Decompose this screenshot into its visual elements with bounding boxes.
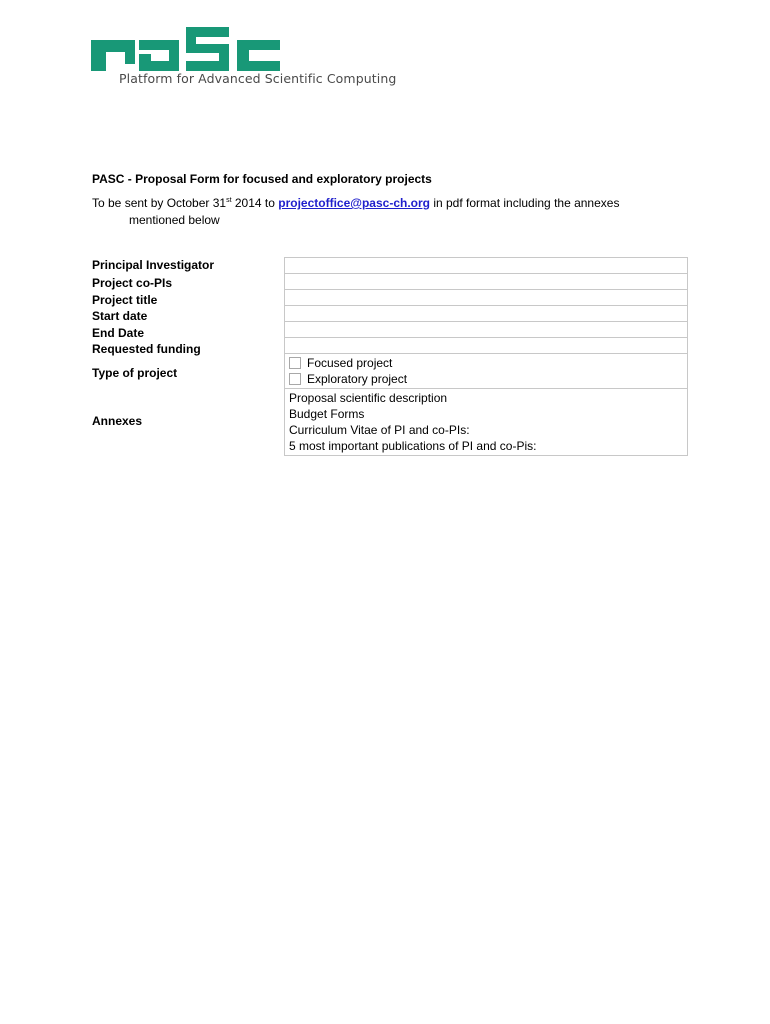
row-principal-investigator (285, 258, 688, 274)
instructions-line-1 (92, 195, 692, 212)
instructions-middle: 2014 to (231, 196, 279, 210)
label-type-of-project: Type of project (92, 366, 178, 380)
pasc-logo-mark (91, 26, 281, 72)
pasc-logo (91, 26, 411, 90)
row-type-of-project (285, 354, 688, 389)
option-exploratory-project[interactable] (289, 371, 683, 387)
type-of-project-cell (285, 354, 688, 389)
annex-item: Budget Forms (289, 407, 365, 421)
annexes-cell (285, 389, 688, 456)
requested-funding-field[interactable] (285, 338, 688, 354)
instructions-suffix: in pdf format including the annexes (430, 196, 620, 210)
project-office-email-link[interactable]: projectoffice@pasc-ch.org (278, 196, 430, 210)
row-requested-funding (285, 338, 688, 354)
project-title-field[interactable] (285, 290, 688, 306)
row-project-co-pis (285, 274, 688, 290)
annex-item: 5 most important publications of PI and co-Pis: (289, 439, 537, 453)
row-end-date (285, 322, 688, 338)
instructions-line-2: mentioned below (129, 213, 220, 227)
row-project-title (285, 290, 688, 306)
date-ordinal: st (226, 197, 232, 204)
row-annexes (285, 389, 688, 456)
annex-item: Curriculum Vitae of PI and co-PIs: (289, 423, 470, 437)
submission-instructions (92, 195, 692, 229)
label-annexes: Annexes (92, 414, 143, 428)
proposal-fields-table (284, 257, 688, 456)
start-date-field[interactable] (285, 306, 688, 322)
logo-tagline: Platform for Advanced Scientific Computing (119, 71, 397, 86)
annex-item: Proposal scientific description (289, 391, 448, 405)
label-project-title: Project title (92, 293, 158, 307)
form-title: PASC - Proposal Form for focused and exploratory projects (92, 172, 432, 186)
principal-investigator-field[interactable] (285, 258, 688, 274)
label-requested-funding: Requested funding (92, 342, 201, 356)
project-co-pis-field[interactable] (285, 274, 688, 290)
focused-project-checkbox[interactable] (289, 357, 301, 369)
label-end-date: End Date (92, 326, 145, 340)
end-date-field[interactable] (285, 322, 688, 338)
row-start-date (285, 306, 688, 322)
focused-project-label: Focused project (307, 355, 393, 370)
label-start-date: Start date (92, 309, 148, 323)
instructions-prefix: To be sent by October 31 (92, 196, 227, 210)
exploratory-project-checkbox[interactable] (289, 373, 301, 385)
option-focused-project[interactable] (289, 355, 683, 371)
label-principal-investigator: Principal Investigator (92, 258, 215, 272)
exploratory-project-label: Exploratory project (307, 371, 408, 386)
label-project-co-pis: Project co-PIs (92, 276, 173, 290)
